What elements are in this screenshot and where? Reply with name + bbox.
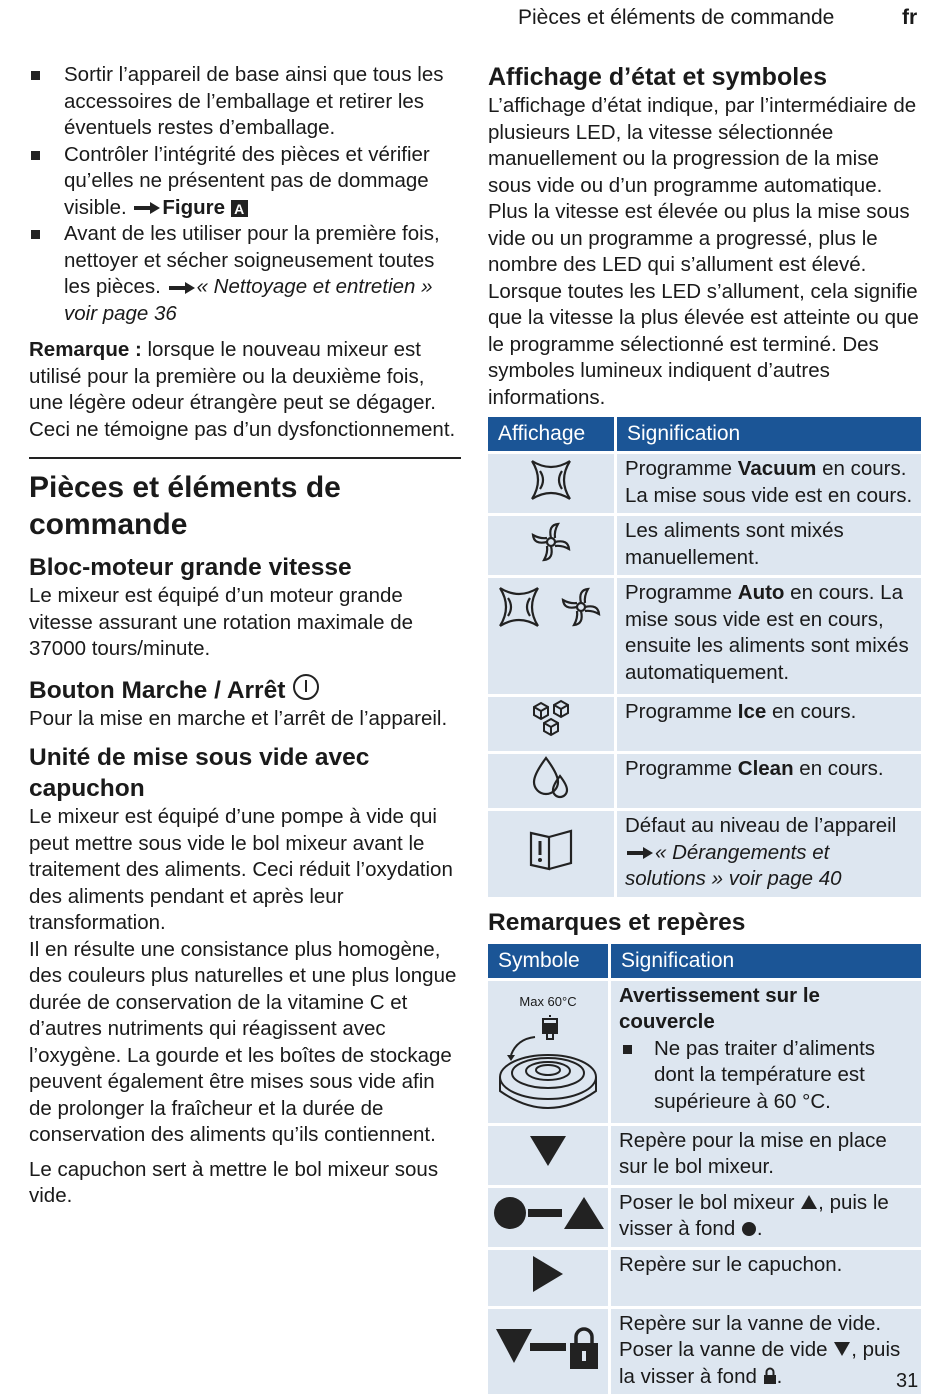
table-header: Signification xyxy=(617,417,921,451)
status-symbols-table xyxy=(488,417,921,897)
ice-cubes-icon xyxy=(528,697,574,743)
table-row: Programme Ice en cours. xyxy=(488,694,921,751)
marks-heading: Remarques et repères xyxy=(488,907,921,938)
power-heading: Bouton Marche / Arrêt xyxy=(29,673,461,706)
list-item: Avant de les utiliser pour la première fois, nettoyer et sécher soigneusement toutes les pièces. « Nettoyage et entretien » voir page 36 xyxy=(29,221,461,327)
table-header: Affichage xyxy=(488,417,617,451)
status-text: L’affichage d’état indique, par l’intermédiaire de plusieurs LED, la vitesse sélectionnée manuellement ou la progression de la mise sous vide ou d’un programme automatique. Plus la vitesse est élevée ou plus la mise sous vide ou un programme a progressé, plus le nombre des LED qui s’allument est élevé. Lorsque toutes les LED s’allument, cela signifie que la vitesse la plus élevée est atteinte ou que le programme sélectionné est terminé. Des symboles lumineux indiquent d’autres informations. xyxy=(488,93,921,411)
list-item: Contrôler l’intégrité des pièces et vérifier qu’elles ne présentent pas de dommage visible. Figure A xyxy=(29,142,461,222)
clean-drops-icon xyxy=(528,754,574,800)
table-row xyxy=(488,978,921,1123)
table-row: Programme Vacuum en cours. La mise sous vide est en cours. xyxy=(488,451,921,513)
triangle-up-icon xyxy=(800,1194,818,1210)
square-bullet-icon xyxy=(31,71,40,80)
triangle-down-icon xyxy=(528,1134,568,1168)
section-divider xyxy=(29,457,461,459)
vacuum-text-1: Le mixeur est équipé d’une pompe à vide qui peut mettre sous vide le bol mixeur avant le traitement des aliments. Ceci réduit l’oxydation des aliments pendant et après leur transformation. xyxy=(29,804,461,937)
page-number: 31 xyxy=(896,1370,918,1393)
square-bullet-icon xyxy=(31,230,40,239)
marks-table xyxy=(488,944,921,1394)
table-row: Les aliments sont mixés manuellement. xyxy=(488,513,921,575)
remark-label: Remarque : xyxy=(29,338,142,361)
cleaning-page-reference[interactable]: « Nettoyage et entretien » voir page 36 xyxy=(64,275,432,325)
triangle-lock-icon xyxy=(494,1325,602,1371)
running-header-title: Pièces et éléments de commande xyxy=(518,6,834,30)
arrow-right-icon xyxy=(625,846,655,860)
motor-heading: Bloc-moteur grande vitesse xyxy=(29,552,461,583)
table-row: Repère sur le capuchon. xyxy=(488,1247,921,1306)
lid-warning-icon xyxy=(493,1015,603,1115)
status-heading: Affichage d’état et symboles xyxy=(488,62,921,93)
left-column xyxy=(29,62,461,1210)
remark-paragraph: Remarque : lorsque le nouveau mixeur est utilisé pour la première ou la deuxième fois, une légère odeur étrangère peut se dégager. Ceci ne témoigne pas d’un dysfonctionnement. xyxy=(29,337,461,443)
vacuum-text-3: Le capuchon sert à mettre le bol mixeur sous vide. xyxy=(29,1157,461,1210)
table-row: Programme Clean en cours. xyxy=(488,751,921,808)
blade-icon xyxy=(528,519,574,565)
table-row: Repère pour la mise en place sur le bol mixeur. xyxy=(488,1123,921,1185)
square-bullet-icon xyxy=(31,151,40,160)
table-row: Programme Auto en cours. La mise sous vide est en cours, ensuite les aliments sont mixés automatiquement. xyxy=(488,575,921,694)
right-column xyxy=(488,62,921,1394)
list-item: Sortir l’appareil de base ainsi que tous les accessoires de l’emballage et retirer les éventuels restes d’emballage. xyxy=(29,62,461,142)
vacuum-text-2: Il en résulte une consistance plus homogène, des couleurs plus naturelles et une plus longue durée de conservation de la vitamine C et d’autres nutriments qui réagissent avec l’oxygène. La gourde et les boîtes de stockage peuvent également être mises sous vide afin de prolonger la fraîcheur et la durée de conservation des aliments qu’ils contiennent. xyxy=(29,937,461,1149)
max-temperature-label: Max 60°C xyxy=(488,989,608,1016)
vacuum-heading: Unité de mise sous vide avec capuchon xyxy=(29,742,461,804)
motor-text: Le mixeur est équipé d’un moteur grande vitesse assurant une rotation maximale de 37000 tours/minute. xyxy=(29,583,461,663)
table-row: Défaut au niveau de l’appareil « Dérangements et solutions » voir page 40 xyxy=(488,808,921,897)
fault-book-icon xyxy=(527,827,575,873)
vacuum-blade-icon xyxy=(496,584,606,630)
filled-circle-icon xyxy=(741,1221,757,1237)
triangle-down-icon xyxy=(833,1341,851,1357)
triangle-right-icon xyxy=(530,1254,566,1294)
lid-warning-title: Avertissement sur le couvercle xyxy=(619,983,913,1036)
list-item: Ne pas traiter d’aliments dont la température est supérieure à 60 °C. xyxy=(619,1036,913,1116)
circle-triangle-icon xyxy=(492,1193,604,1233)
table-row: Repère sur la vanne de vide. Poser la vanne de vide , puis la visser à fond . xyxy=(488,1306,921,1394)
arrow-right-icon xyxy=(132,201,162,215)
table-header: Signification xyxy=(611,944,921,978)
power-icon xyxy=(292,673,320,701)
vacuum-icon xyxy=(528,457,574,503)
table-row: Poser le bol mixeur , puis le visser à fond . xyxy=(488,1185,921,1247)
power-text: Pour la mise en marche et l’arrêt de l’appareil. xyxy=(29,706,461,733)
table-header: Symbole xyxy=(488,944,611,978)
setup-bullet-list xyxy=(29,62,461,327)
figure-letter-box: A xyxy=(231,200,248,217)
section-title: Pièces et éléments de commande xyxy=(29,469,461,543)
figure-reference[interactable]: Figure xyxy=(162,196,225,219)
language-code: fr xyxy=(902,6,917,30)
arrow-right-icon xyxy=(167,281,197,295)
lock-icon xyxy=(763,1367,777,1385)
troubleshooting-page-reference[interactable]: « Dérangements et solutions » voir page 40 xyxy=(625,841,842,891)
square-bullet-icon xyxy=(623,1045,632,1054)
